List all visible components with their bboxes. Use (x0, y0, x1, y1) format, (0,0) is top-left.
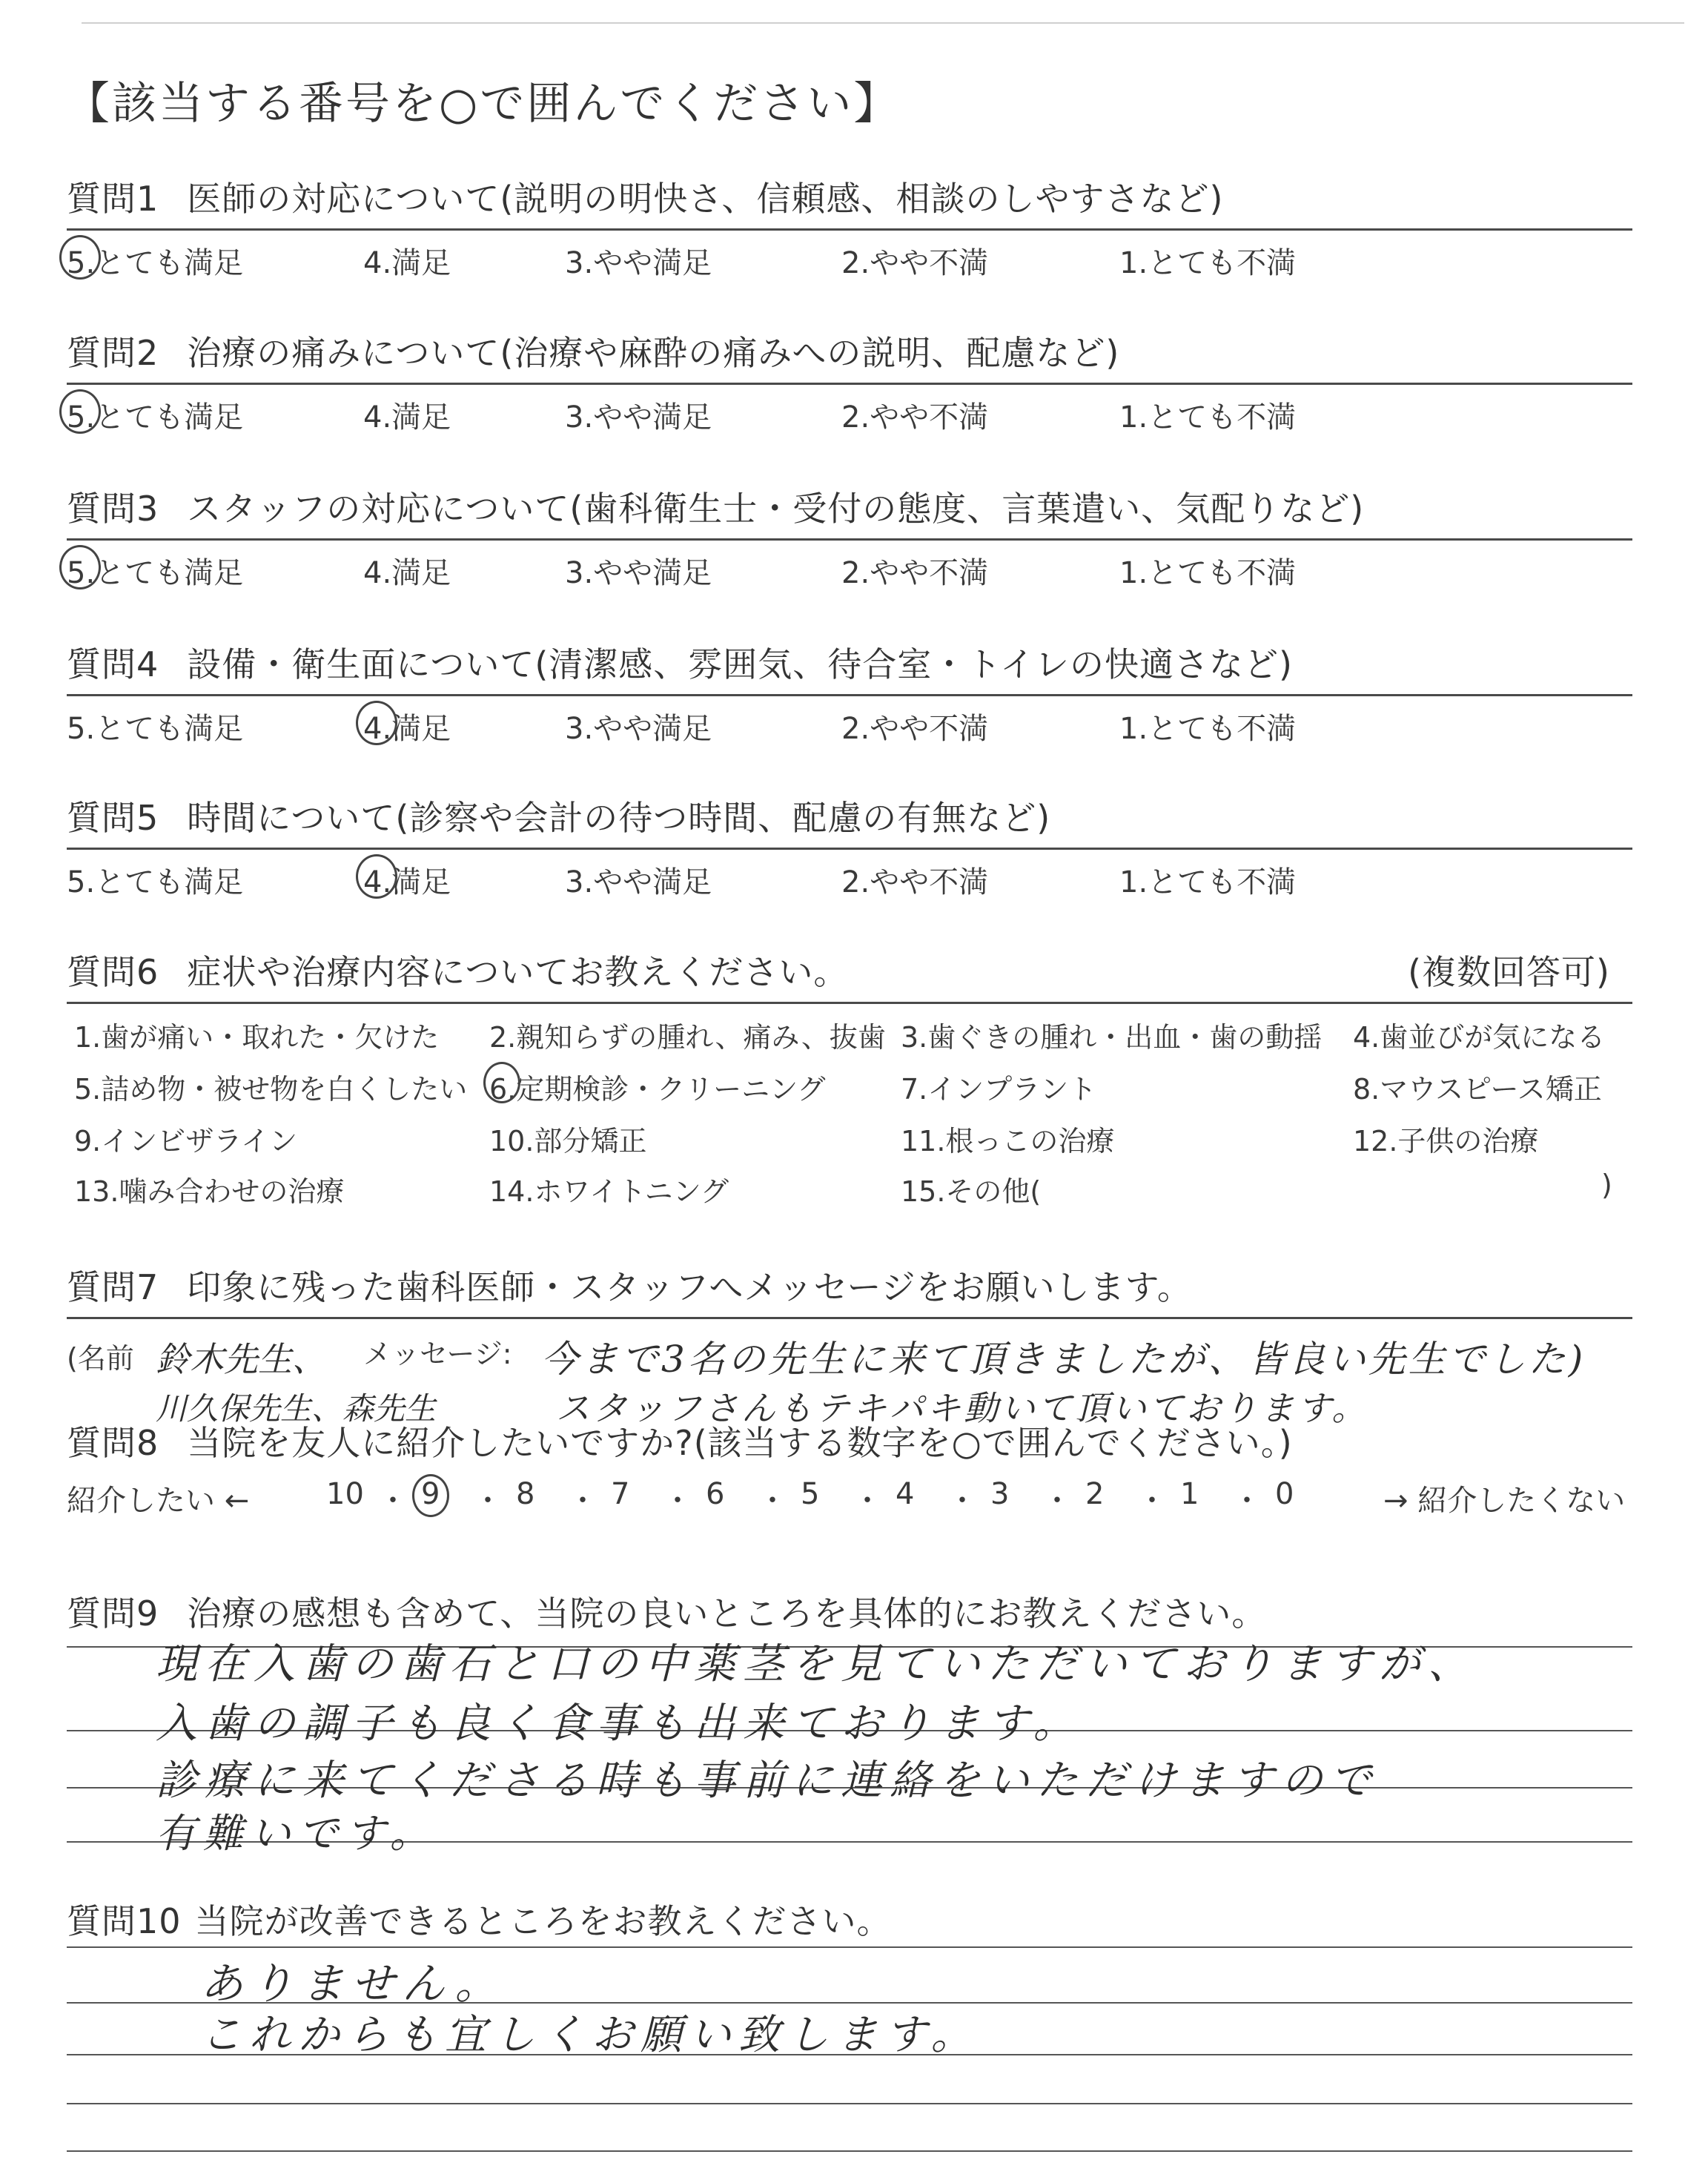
rating-option[interactable]: 4.満足 (363, 246, 451, 280)
symptom-option[interactable]: 10.部分矯正 (489, 1125, 647, 1157)
multiple-answer-note: (複数回答可) (1408, 952, 1610, 992)
rating-options (67, 859, 1631, 903)
symptom-options (67, 1014, 1631, 1237)
symptom-option[interactable]: 4.歯並びが気になる (1353, 1021, 1606, 1054)
question-text: 医師の対応について(説明の明快さ、信頼感、相談のしやすさなど) (187, 179, 1224, 219)
rating-option[interactable]: 3.やや満足 (565, 865, 712, 899)
scale-separator: ・ (947, 1484, 977, 1518)
selected-circle-mark (59, 545, 101, 589)
handwritten-message-line2: スタッフさんもテキパキ動いて頂いております。 (556, 1388, 1369, 1428)
question-number: 質問4 (67, 644, 159, 684)
handwritten-message-line1: 今まで3名の先生に来て頂きましたが、皆良い先生でした) (541, 1338, 1586, 1381)
rating-option[interactable]: 4.満足 (363, 712, 451, 746)
rating-option[interactable]: 2.やや不満 (841, 865, 989, 899)
rating-option[interactable]: 1.とても不満 (1119, 712, 1297, 746)
scale-separator: ・ (663, 1484, 692, 1518)
rating-options (67, 394, 1631, 438)
selected-circle-mark (59, 235, 101, 280)
rating-option[interactable]: 3.やや満足 (565, 712, 712, 746)
answer-line (67, 2103, 1632, 2104)
rating-option[interactable]: 1.とても不満 (1119, 865, 1297, 899)
q10-answer-line1: ありません。 (200, 1958, 506, 2009)
symptom-option[interactable]: 12.子供の治療 (1353, 1125, 1539, 1157)
recommend-scale (67, 1477, 1631, 1522)
selected-circle-mark (356, 701, 397, 745)
question-6 (67, 945, 1631, 1237)
scale-left-label: 紹介したい ← (67, 1484, 250, 1518)
rating-options (67, 705, 1631, 750)
question-7 (67, 1261, 1631, 1438)
scale-number[interactable]: 7 (611, 1477, 630, 1511)
question-number: 質問7 (67, 1267, 159, 1307)
rating-option[interactable]: 1.とても不満 (1119, 246, 1297, 280)
rating-option[interactable]: 3.やや満足 (565, 400, 712, 435)
question-number: 質問5 (67, 798, 159, 838)
rating-option[interactable]: 5.とても満足 (67, 712, 244, 746)
q9-answer-line3: 診療に来てくださる時も事前に連絡をいただけますので (156, 1757, 1379, 1805)
question-rule (67, 1002, 1632, 1004)
question-text: 治療の感想も含めて、当院の良いところを具体的にお教えください。 (187, 1593, 1267, 1634)
scale-number[interactable]: 8 (516, 1477, 535, 1511)
rating-option[interactable]: 3.やや満足 (565, 556, 712, 590)
scale-number[interactable]: 0 (1275, 1477, 1294, 1511)
scale-number[interactable]: 5 (801, 1477, 820, 1511)
scale-number[interactable]: 3 (990, 1477, 1010, 1511)
question-number: 質問10 (67, 1901, 182, 1941)
question-rule (67, 538, 1632, 541)
q9-answer-line1: 現在入歯の歯石と口の中薬茎を見ていただいておりますが、 (156, 1640, 1477, 1688)
question-4 (67, 638, 1631, 750)
rating-option[interactable]: 3.やや満足 (565, 246, 712, 280)
question-10 (67, 1895, 1631, 1943)
symptom-option[interactable]: 14.ホワイトニング (489, 1175, 729, 1208)
rating-option[interactable]: 5.とても満足 (67, 400, 244, 435)
answer-line (67, 2150, 1632, 2152)
question-rule (67, 694, 1632, 696)
symptom-option[interactable]: 13.噛み合わせの治療 (74, 1175, 345, 1208)
symptom-option[interactable]: 11.根っこの治療 (901, 1125, 1115, 1157)
question-text: 当院を友人に紹介したいですか?(該当する数字を○で囲んでください。) (187, 1423, 1293, 1463)
rating-option[interactable]: 2.やや不満 (841, 400, 989, 435)
question-number: 質問9 (67, 1593, 159, 1634)
question-2 (67, 326, 1631, 438)
name-label: (名前 (67, 1342, 134, 1375)
selected-circle-mark (59, 389, 101, 434)
question-text: 当院が改善できるところをお教えください。 (194, 1901, 892, 1941)
question-text: 設備・衛生面について(清潔感、雰囲気、待合室・トイレの快適さなど) (187, 644, 1293, 684)
question-number: 質問6 (67, 952, 159, 992)
symptom-option: ) (1601, 1169, 1612, 1201)
scale-number[interactable]: 10 (326, 1477, 364, 1511)
question-rule (67, 383, 1632, 385)
selected-circle-mark (483, 1062, 520, 1103)
rating-option[interactable]: 5.とても満足 (67, 865, 244, 899)
handwritten-names-line1: 鈴木先生、 (156, 1339, 326, 1379)
question-text: 印象に残った歯科医師・スタッフへメッセージをお願いします。 (187, 1267, 1192, 1307)
symptom-option[interactable]: 8.マウスピース矯正 (1353, 1073, 1602, 1106)
scale-number[interactable]: 6 (706, 1477, 725, 1511)
rating-option[interactable]: 5.とても満足 (67, 246, 244, 280)
answer-line (67, 1946, 1632, 1948)
rating-option[interactable]: 1.とても不満 (1119, 400, 1297, 435)
scale-separator: ・ (853, 1484, 882, 1518)
question-9 (67, 1587, 1631, 1636)
scale-number[interactable]: 1 (1180, 1477, 1199, 1511)
question-text: 症状や治療内容についてお教えください。 (187, 952, 849, 992)
q9-answer-line4: 有難いです。 (156, 1810, 437, 1857)
rating-option[interactable]: 4.満足 (363, 865, 451, 899)
symptom-option[interactable]: 5.詰め物・被せ物を白くしたい (74, 1073, 468, 1106)
question-1 (67, 172, 1631, 284)
scale-separator: ・ (1232, 1484, 1262, 1518)
rating-option[interactable]: 5.とても満足 (67, 556, 244, 590)
scale-separator: ・ (473, 1484, 503, 1518)
page-title: 【該当する番号を○で囲んでください】 (65, 78, 901, 130)
q9-answer-line2: 入歯の調子も良く食事も出来ております。 (156, 1700, 1082, 1748)
scan-edge-line (82, 22, 1684, 24)
symptom-option[interactable]: 1.歯が痛い・取れた・欠けた (74, 1021, 440, 1054)
question-3 (67, 482, 1631, 594)
question-rule (67, 228, 1632, 231)
question-8 (67, 1416, 1631, 1522)
question-number: 質問3 (67, 489, 159, 529)
scale-right-label: → 紹介したくない (1383, 1484, 1626, 1518)
rating-option[interactable]: 1.とても不満 (1119, 556, 1297, 590)
scale-separator: ・ (1137, 1484, 1167, 1518)
question-number: 質問1 (67, 179, 159, 219)
question-number: 質問8 (67, 1423, 159, 1463)
scale-number[interactable]: 9 (421, 1477, 440, 1511)
symptom-option[interactable]: 2.親知らずの腫れ、痛み、抜歯 (489, 1021, 886, 1054)
rating-options (67, 240, 1631, 284)
selected-circle-mark (412, 1474, 449, 1517)
selected-circle-mark (356, 854, 397, 899)
rating-option[interactable]: 2.やや不満 (841, 556, 989, 590)
question-rule (67, 848, 1632, 850)
rating-option[interactable]: 4.満足 (363, 556, 451, 590)
rating-option[interactable]: 2.やや不満 (841, 712, 989, 746)
question-text: スタッフの対応について(歯科衛生士・受付の態度、言葉遣い、気配りなど) (187, 489, 1365, 529)
rating-options (67, 549, 1631, 594)
scale-separator: ・ (1042, 1484, 1072, 1518)
scale-separator: ・ (568, 1484, 598, 1518)
symptom-option[interactable]: 6.定期検診・クリーニング (489, 1073, 826, 1106)
question-5 (67, 791, 1631, 903)
question-number: 質問2 (67, 333, 159, 373)
q10-answer-line2: これからも宜しくお願い致します。 (200, 2011, 980, 2059)
scale-number[interactable]: 4 (896, 1477, 915, 1511)
scale-separator: ・ (378, 1484, 408, 1518)
handwritten-names-line2: 川久保先生、森先生 (156, 1390, 437, 1427)
question-text: 時間について(診察や会計の待つ時間、配慮の有無など) (187, 798, 1051, 838)
rating-option[interactable]: 4.満足 (363, 400, 451, 435)
symptom-option[interactable]: 7.インプラント (901, 1073, 1097, 1106)
message-label: メッセージ: (363, 1338, 512, 1370)
symptom-option[interactable]: 15.その他( (901, 1175, 1042, 1208)
symptom-option[interactable]: 3.歯ぐきの腫れ・出血・歯の動揺 (901, 1021, 1323, 1054)
question-text: 治療の痛みについて(治療や麻酔の痛みへの説明、配慮など) (187, 333, 1120, 373)
scale-number[interactable]: 2 (1085, 1477, 1105, 1511)
scale-separator: ・ (758, 1484, 787, 1518)
symptom-option[interactable]: 9.インビザライン (74, 1125, 298, 1157)
question-rule (67, 1317, 1632, 1319)
rating-option[interactable]: 2.やや不満 (841, 246, 989, 280)
